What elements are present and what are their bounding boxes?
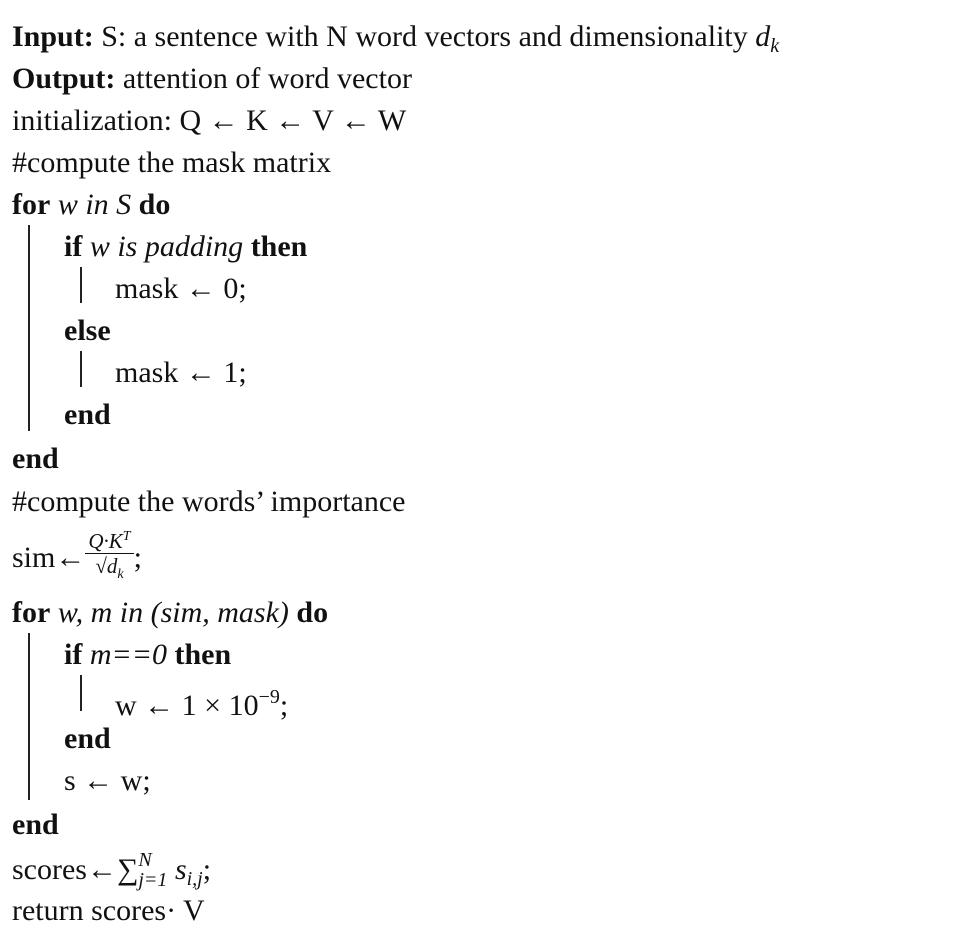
else-keyword: else xyxy=(64,314,111,347)
sum-lower: j=1 xyxy=(138,869,168,891)
output-text: attention of word vector xyxy=(122,62,412,95)
block-bar-if-1 xyxy=(80,267,82,303)
do-keyword: do xyxy=(138,188,171,221)
assign-mask-0: mask ← 0; xyxy=(115,272,247,305)
for-loop-2 xyxy=(12,596,328,630)
sum-limits xyxy=(138,850,167,890)
sim-line xyxy=(12,530,142,590)
comment-mask: #compute the mask matrix xyxy=(12,146,332,179)
sim-den-sub: k xyxy=(117,567,124,583)
scores-tail: ; xyxy=(202,852,212,886)
assign-w xyxy=(115,680,289,722)
if-condition: w is padding xyxy=(89,230,244,263)
sim-numerator: Q·K xyxy=(88,529,123,553)
for-keyword: for xyxy=(12,188,51,221)
for-loop-1 xyxy=(12,188,170,222)
output-line xyxy=(12,62,412,96)
for-keyword-2: for xyxy=(12,596,51,629)
end-if-1: end xyxy=(64,398,111,431)
input-text: S: a sentence with N word vectors and dimensionality xyxy=(101,20,756,53)
for-condition-2: w, m in (sim, mask) xyxy=(57,596,289,629)
block-bar-if-2 xyxy=(80,675,82,711)
sim-lhs: sim← xyxy=(12,540,86,574)
assign-mask-1: mask ← 1; xyxy=(115,356,247,389)
if-line-2 xyxy=(64,638,231,672)
sum-symbol: ∑ xyxy=(116,852,139,886)
sim-num-sup: T xyxy=(122,529,131,544)
sim-fraction xyxy=(85,526,133,586)
output-label: Output: xyxy=(12,62,116,95)
do-keyword-2: do xyxy=(296,596,329,629)
comment-importance: #compute the words’ importance xyxy=(12,485,406,518)
end-if-2: end xyxy=(64,722,111,755)
for-condition: w in S xyxy=(57,188,132,221)
sum-term-sub: i,j xyxy=(186,867,203,890)
scores-lhs: scores← xyxy=(12,852,117,886)
sim-den-var: d xyxy=(106,554,118,578)
scores-line xyxy=(12,849,212,891)
return-line: return scores· V xyxy=(12,894,205,927)
then-keyword-2: then xyxy=(174,638,232,671)
then-keyword: then xyxy=(250,230,308,263)
input-var: d xyxy=(755,20,771,53)
assign-s: s ← w; xyxy=(64,764,151,797)
init-line: initialization: Q ← K ← V ← W xyxy=(12,104,407,137)
assign-w-exp: −9 xyxy=(258,686,280,708)
assign-w-text: w ← 1 × 10 xyxy=(115,689,259,722)
input-label: Input: xyxy=(12,20,94,53)
assign-w-tail: ; xyxy=(279,689,289,722)
if-keyword: if xyxy=(64,230,83,263)
input-var-sub: k xyxy=(770,35,780,57)
sum-term: s xyxy=(167,852,187,886)
end-for-2: end xyxy=(12,808,59,841)
sqrt-symbol: √ xyxy=(95,554,107,578)
block-bar-for-1 xyxy=(28,225,30,431)
sum-upper: N xyxy=(138,849,152,871)
input-line xyxy=(12,20,780,57)
if-line-1 xyxy=(64,230,307,264)
if-keyword-2: if xyxy=(64,638,83,671)
block-bar-else-1 xyxy=(80,351,82,387)
if-condition-2: m==0 xyxy=(89,638,167,671)
block-bar-for-2 xyxy=(28,633,30,800)
end-for-1: end xyxy=(12,442,59,475)
sim-tail: ; xyxy=(133,540,142,574)
